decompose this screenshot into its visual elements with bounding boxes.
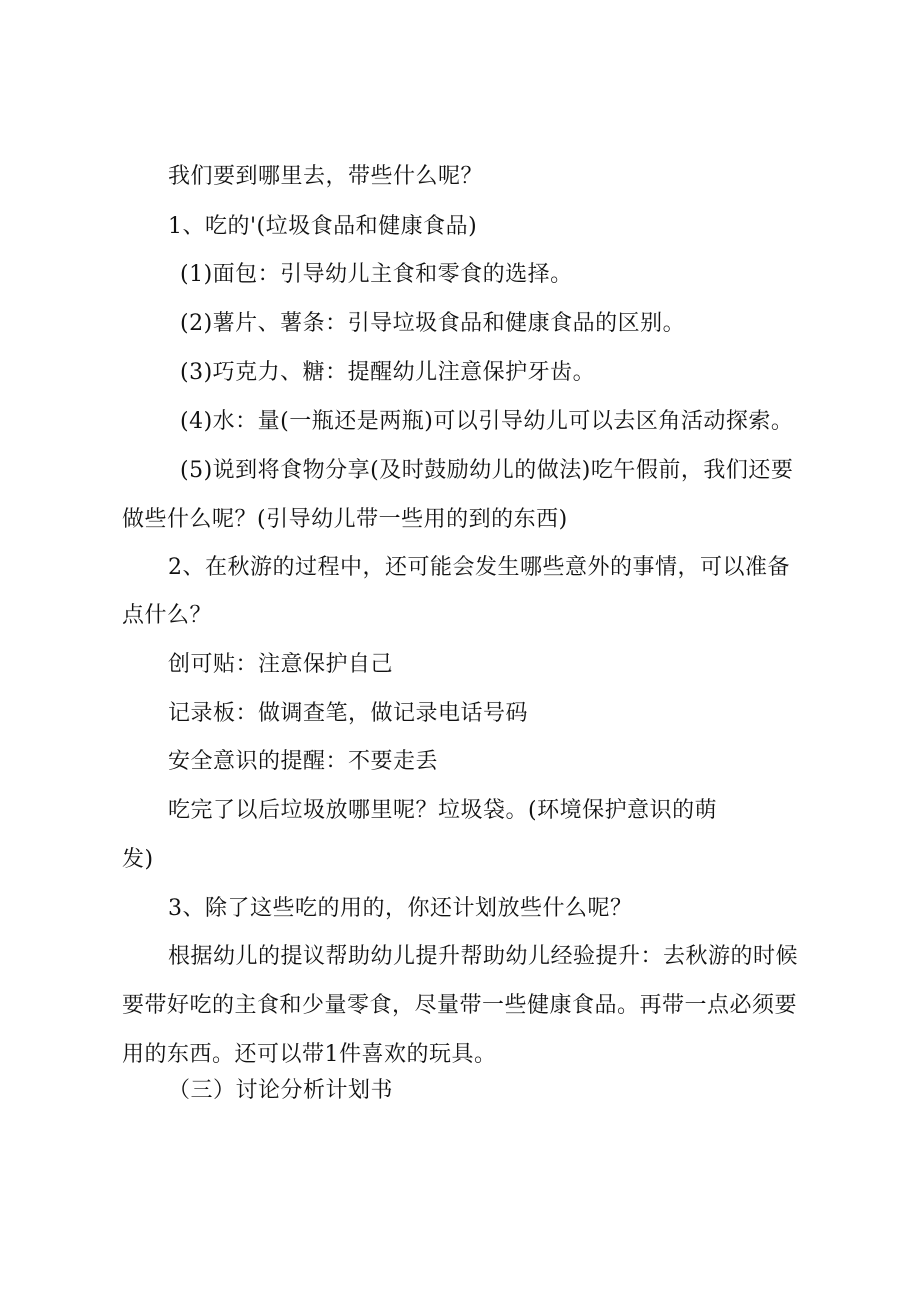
item-1-bread: (1)面包：引导幼儿主食和零食的选择。 [180,262,573,287]
summary-paragraph-line-1: 根据幼儿的提议帮助幼儿提升帮助幼儿经验提升：去秋游的时候 [168,944,799,969]
paragraph-question-where: 我们要到哪里去，带些什么呢？ [168,164,484,189]
section-1-heading: 1、吃的'(垃圾食品和健康食品) [168,214,478,239]
item-4-water: (4)水：量(一瓶还是两瓶)可以引导幼儿可以去区角活动探索。 [180,409,794,434]
item-2-chips: (2)薯片、薯条：引导垃圾食品和健康食品的区别。 [180,311,686,336]
summary-paragraph-line-3: 用的东西。还可以带1件喜欢的玩具。 [122,1042,497,1067]
section-2-heading: 2、在秋游的过程中，还可能会发生哪些意外的事情，可以准备 [168,555,790,580]
item-5-sharing-continued: 做些什么呢？(引导幼儿带一些用的到的东西) [122,507,568,532]
item-safety-reminder: 安全意识的提醒：不要走丢 [168,749,439,774]
section-three-title: （三）讨论分析计划书 [168,1078,394,1103]
section-3-heading: 3、除了这些吃的用的，你还计划放些什么呢？ [168,896,633,921]
item-bandaid: 创可贴：注意保护自己 [168,652,394,677]
item-3-chocolate: (3)巧克力、糖：提醒幼儿注意保护牙齿。 [180,360,596,385]
item-5-sharing: (5)说到将食物分享(及时鼓励幼儿的做法)吃午假前，我们还要 [180,458,794,483]
item-garbage-bag-continued: 发) [122,847,154,872]
item-clipboard: 记录板：做调查笔，做记录电话号码 [168,701,529,726]
item-garbage-bag: 吃完了以后垃圾放哪里呢？垃圾袋。(环境保护意识的萌 [168,798,718,823]
section-2-heading-continued: 点什么？ [122,603,213,628]
summary-paragraph-line-2: 要带好吃的主食和少量零食，尽量带一些健康食品。再带一点必须要 [122,993,798,1018]
